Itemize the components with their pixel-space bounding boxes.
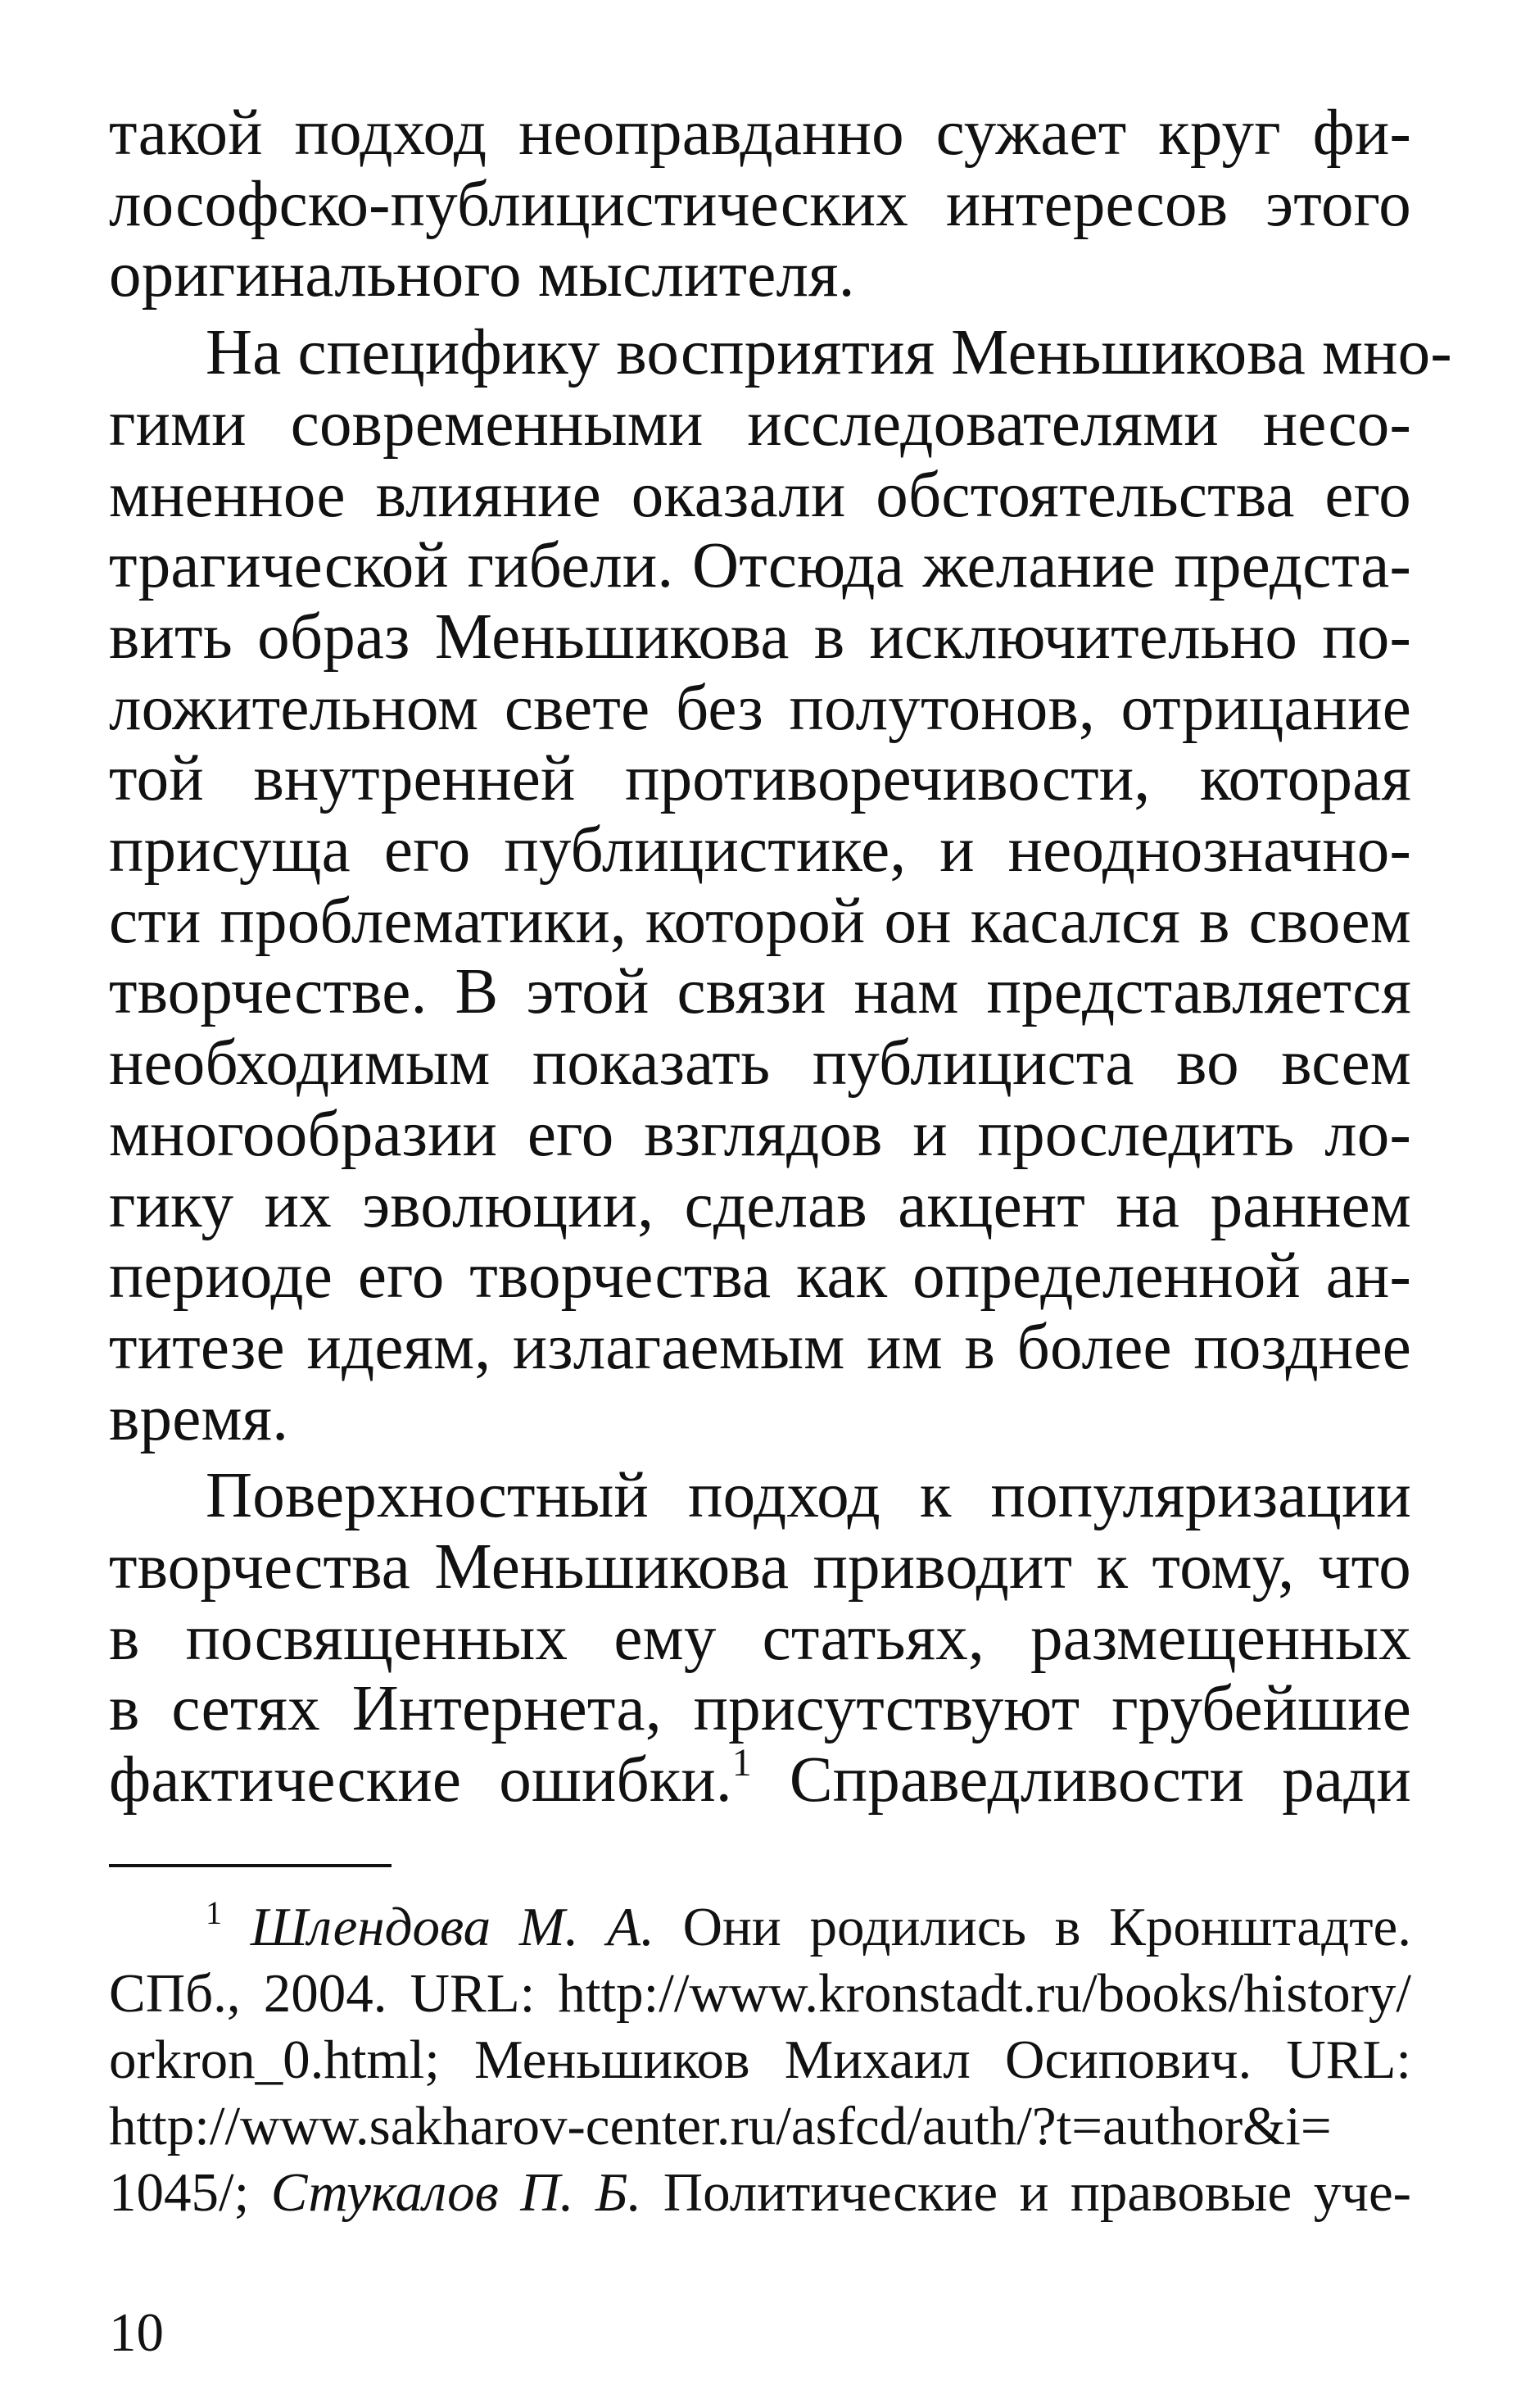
text-line: гику их эволюции, сделав акцент на раннем <box>109 1169 1411 1241</box>
footnote-author: Стукалов П. Б. <box>270 2162 642 2223</box>
text-line: время. <box>109 1382 289 1454</box>
text-line: присуща его публицистике, и неоднозначно- <box>109 814 1411 887</box>
footnote-line: http://www.sakharov-center.ru/asfcd/auth/?t=author&i= <box>109 2096 1332 2156</box>
text-line: той внутренней противоречивости, которая <box>109 743 1411 815</box>
text-line: оригинального мыслителя. <box>109 239 855 311</box>
text-line: творчества Меньшикова приводит к тому, что <box>109 1531 1411 1603</box>
page-body <box>109 97 1452 1816</box>
text-line: в посвященных ему статьях, размещенных <box>109 1602 1411 1674</box>
text-line: многообразии его взглядов и проследить ло- <box>109 1098 1411 1170</box>
text-line: сти проблематики, которой он касался в своем <box>109 885 1411 957</box>
paragraph-3 <box>109 1461 1411 1816</box>
text-fragment: Они родились в Кронштадте. <box>654 1897 1411 1957</box>
footnote-reference[interactable]: 1 <box>731 1742 752 1785</box>
text-line <box>109 1742 1411 1816</box>
text-fragment: Справедливости ради <box>751 1744 1411 1816</box>
text-line: вить образ Меньшикова в исключительно по- <box>109 601 1411 673</box>
footnote-line: СПб., 2004. URL: http://www.kronstadt.ru/books/history/ <box>109 1963 1411 2024</box>
footnote-line: orkron_0.html; Меньшиков Михаил Осипович. URL: <box>109 2029 1411 2090</box>
footnote-line <box>109 1894 1411 1961</box>
text-line: Поверхностный подход к популяризации <box>206 1460 1411 1532</box>
paragraph-2 <box>109 317 1452 1454</box>
footnote-marker: 1 <box>206 1893 223 1931</box>
text-line: ложительном свете без полутонов, отрицание <box>109 672 1411 744</box>
footnote-separator <box>109 1864 392 1867</box>
page-number: 10 <box>109 2302 164 2363</box>
footnote-line <box>109 2160 1411 2226</box>
text-fragment: фактические ошибки. <box>109 1744 732 1816</box>
text-line: гими современными исследователями несо- <box>109 388 1411 460</box>
footnote <box>109 1894 1411 2226</box>
text-line: необходимым показать публициста во всем <box>109 1027 1411 1100</box>
text-line: творчестве. В этой связи нам представляется <box>109 956 1411 1028</box>
text-line: такой подход неоправданно сужает круг фи- <box>109 97 1411 169</box>
text-line: На специфику восприятия Меньшикова мно- <box>206 317 1452 389</box>
text-line: в сетях Интернета, присутствуют грубейшие <box>109 1673 1411 1745</box>
text-fragment: Политические и правовые уче- <box>641 2162 1411 2223</box>
text-fragment: 1045/; <box>109 2162 271 2223</box>
text-line: лософско-публицистических интересов этого <box>109 168 1411 240</box>
text-line: периоде его творчества как определенной ан- <box>109 1240 1411 1313</box>
text-line: трагической гибели. Отсюда желание предста- <box>109 530 1411 602</box>
text-line: мненное влияние оказали обстоятельства его <box>109 459 1411 531</box>
paragraph-1 <box>109 98 1411 311</box>
text-line: титезе идеям, излагаемым им в более позднее <box>109 1311 1411 1383</box>
footnote-author: Шлендова М. А. <box>250 1897 654 1957</box>
